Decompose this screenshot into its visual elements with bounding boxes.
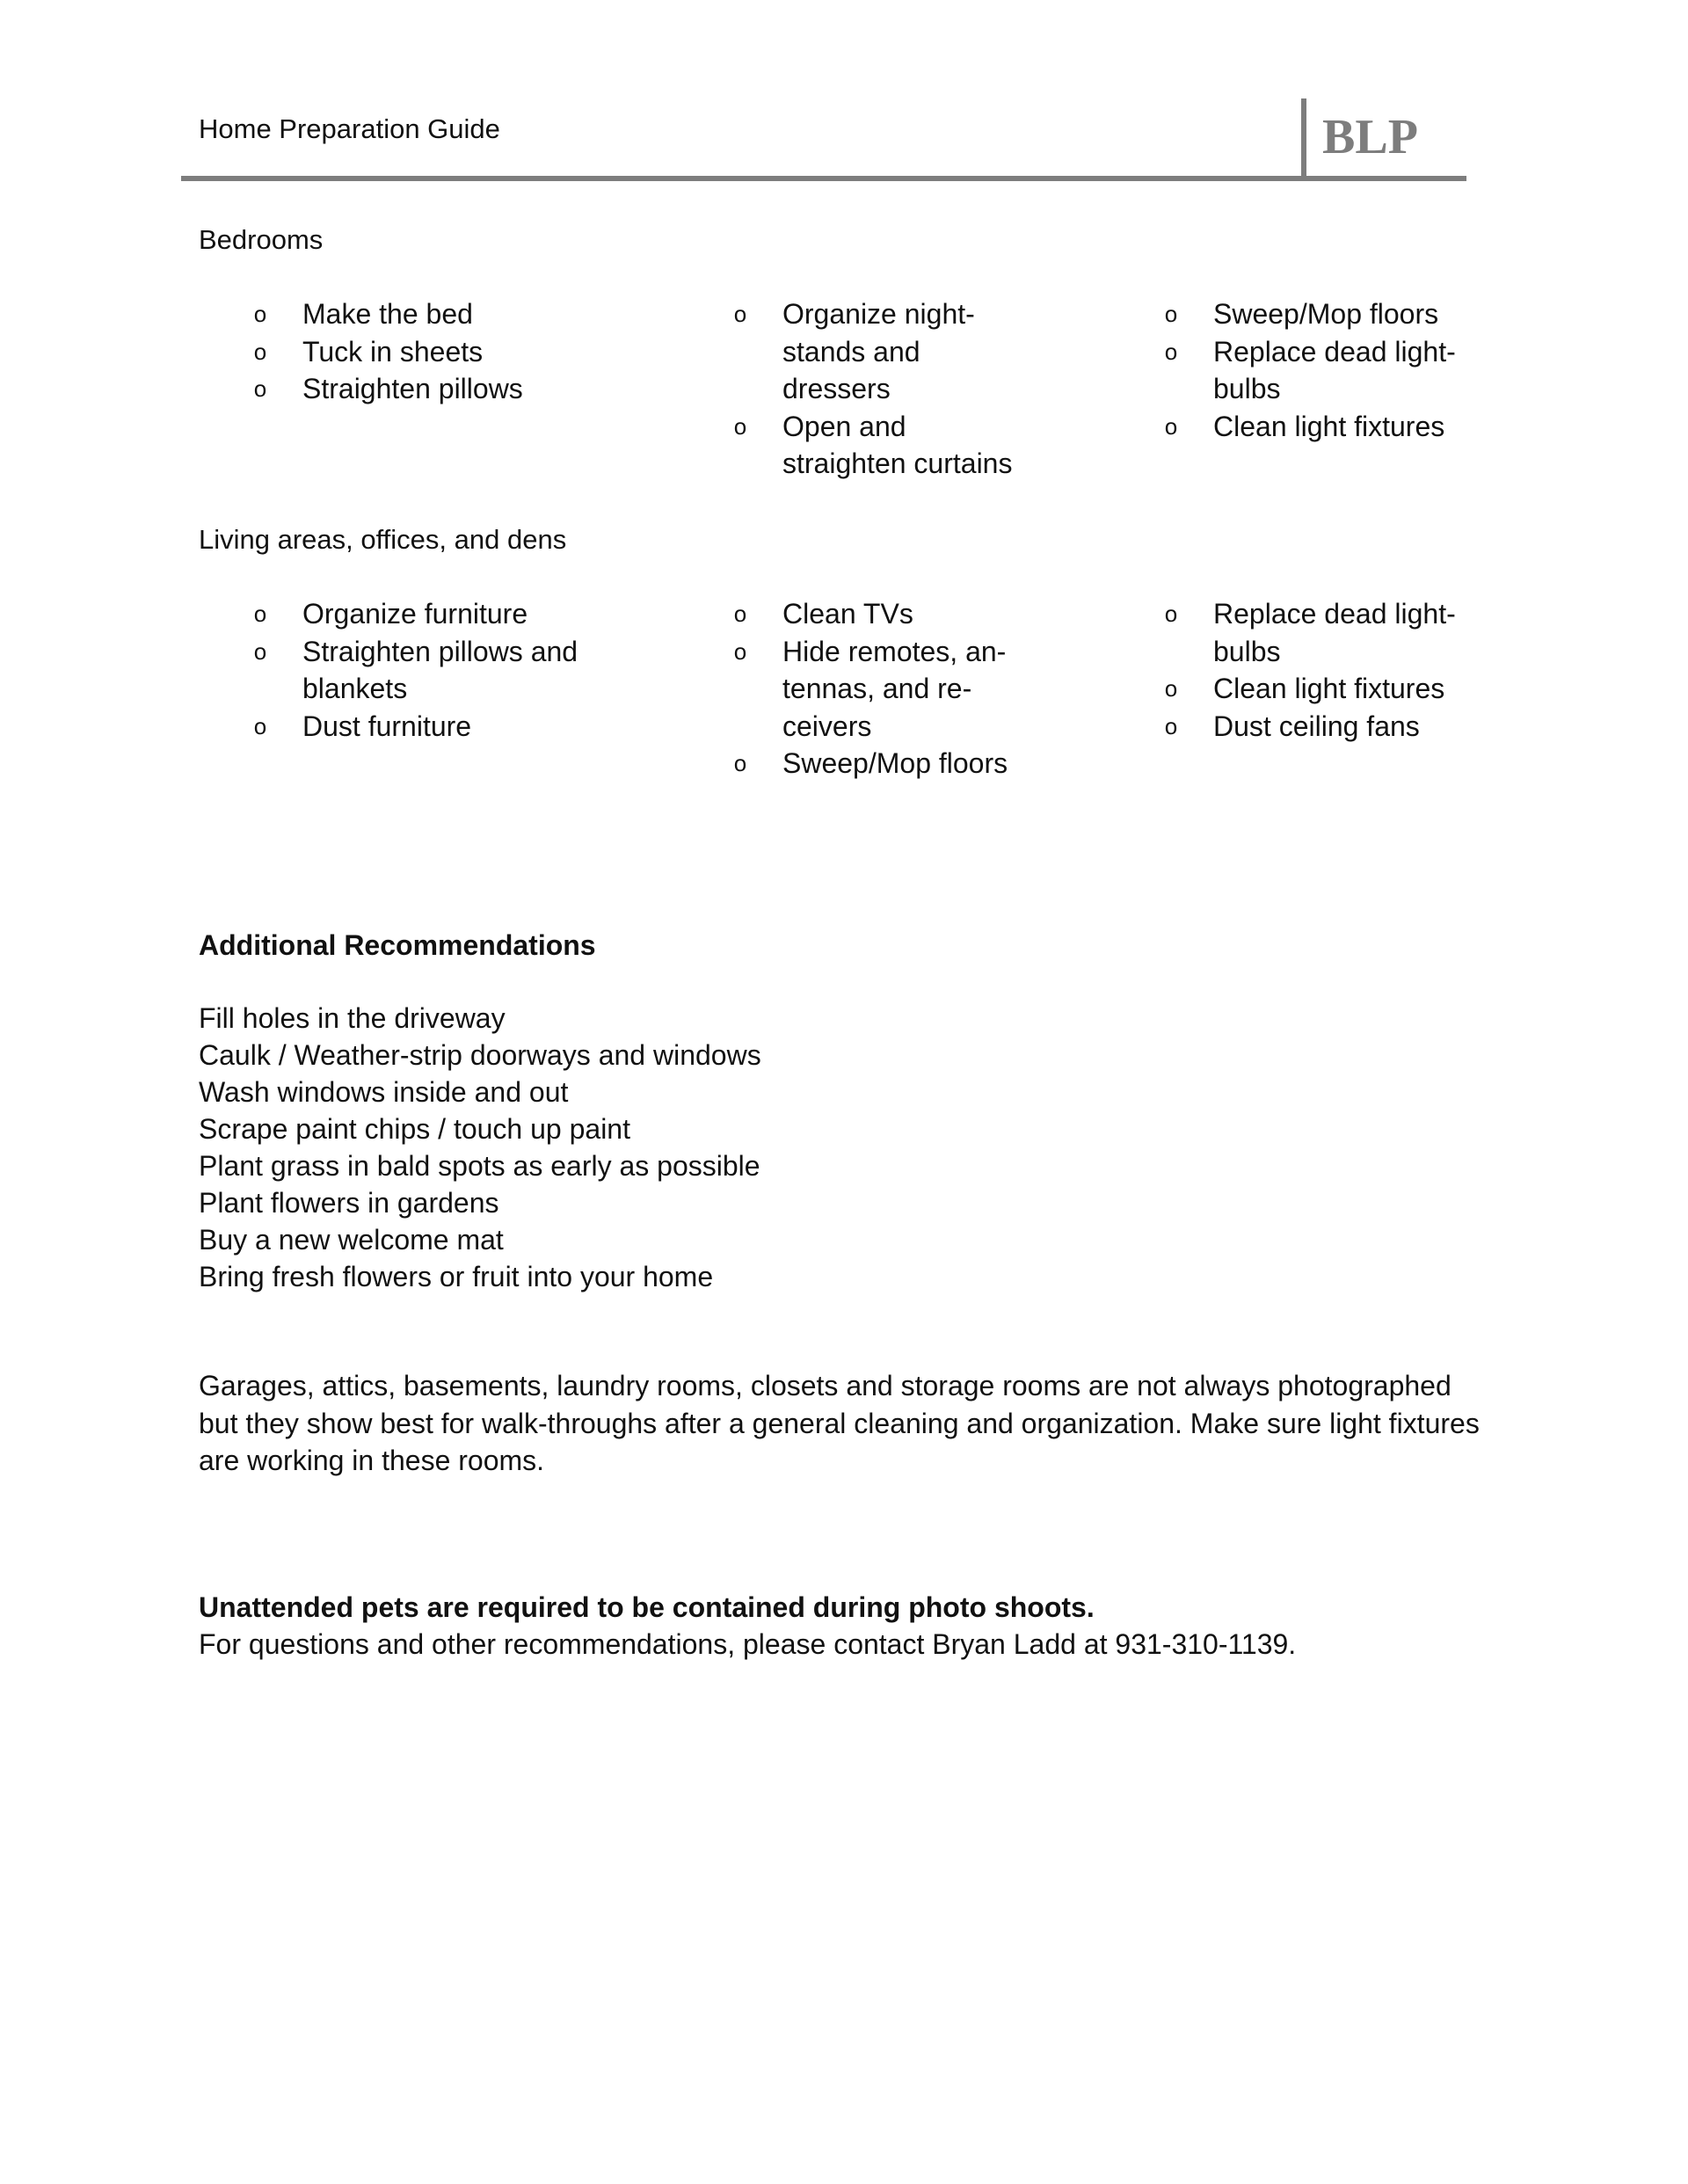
- circle-bullet-icon: o: [253, 601, 267, 627]
- circle-bullet-icon: o: [1164, 712, 1178, 739]
- list-item: o Organize night- stands and dressers: [723, 295, 1092, 408]
- recommendations-list: [199, 1000, 761, 1295]
- list-item: Plant flowers in gardens: [199, 1187, 499, 1219]
- recommendations-heading: Additional Recommendations: [199, 929, 596, 961]
- bedrooms-checklist-col3: [1153, 295, 1488, 445]
- living-checklist-col2: [723, 595, 1092, 783]
- list-item: o Replace dead light- bulbs: [1153, 595, 1488, 670]
- circle-bullet-icon: o: [1164, 412, 1178, 440]
- living-areas-heading: Living areas, offices, and dens: [199, 524, 567, 555]
- living-checklist-col1: [243, 595, 656, 745]
- list-item: o Tuck in sheets: [243, 333, 656, 371]
- list-item: o Dust furniture: [243, 708, 656, 746]
- list-item: o Clean light fixtures: [1153, 408, 1488, 446]
- contact-note: For questions and other recommendations, please contact Bryan Ladd at 931-310-1139.: [199, 1628, 1297, 1660]
- circle-bullet-icon: o: [253, 637, 267, 665]
- circle-bullet-icon: o: [733, 601, 747, 627]
- circle-bullet-icon: o: [733, 750, 747, 776]
- list-item: Buy a new welcome mat: [199, 1224, 504, 1256]
- header-rule: [181, 176, 1466, 181]
- bedrooms-checklist-col2: [723, 295, 1092, 483]
- list-item: o Straighten pillows and blankets: [243, 633, 656, 708]
- circle-bullet-icon: o: [733, 301, 747, 327]
- circle-bullet-icon: o: [733, 412, 747, 440]
- circle-bullet-icon: o: [733, 637, 747, 665]
- list-item: o Organize furniture: [243, 595, 656, 633]
- circle-bullet-icon: o: [1164, 675, 1178, 702]
- list-item: o Sweep/Mop floors: [1153, 295, 1488, 333]
- company-logo: BLP: [1322, 110, 1418, 164]
- bedrooms-checklist-col1: [243, 295, 656, 408]
- list-item: o Make the bed: [243, 295, 656, 333]
- logo-divider: [1301, 98, 1306, 179]
- list-item: Scrape paint chips / touch up paint: [199, 1113, 630, 1145]
- list-item: Bring fresh flowers or fruit into your home: [199, 1261, 714, 1292]
- list-item: o Clean light fixtures: [1153, 670, 1488, 708]
- list-item: o Sweep/Mop floors: [723, 745, 1092, 783]
- circle-bullet-icon: o: [1164, 338, 1178, 365]
- circle-bullet-icon: o: [1164, 601, 1178, 627]
- list-item: o Open and straighten curtains: [723, 408, 1092, 483]
- circle-bullet-icon: o: [253, 375, 267, 402]
- bedrooms-heading: Bedrooms: [199, 224, 324, 255]
- list-item: Wash windows inside and out: [199, 1076, 569, 1108]
- list-item: o Clean TVs: [723, 595, 1092, 633]
- living-checklist-col3: [1153, 595, 1488, 745]
- list-item: Plant grass in bald spots as early as possible: [199, 1150, 760, 1182]
- pets-note: Unattended pets are required to be contained during photo shoots.: [199, 1591, 1095, 1623]
- circle-bullet-icon: o: [253, 301, 267, 327]
- circle-bullet-icon: o: [1164, 301, 1178, 327]
- list-item: Caulk / Weather-strip doorways and windows: [199, 1039, 761, 1071]
- list-item: o Hide remotes, an- tennas, and re- ceivers: [723, 633, 1092, 746]
- document-title: Home Preparation Guide: [199, 113, 500, 144]
- list-item: o Straighten pillows: [243, 370, 656, 408]
- circle-bullet-icon: o: [253, 712, 267, 739]
- garages-paragraph: Garages, attics, basements, laundry rooms, closets and storage rooms are not always photographed but they show best for walk-throughs after a general cleaning and organization. Make sure light fixtures are working in these rooms.: [199, 1370, 1480, 1476]
- list-item: o Replace dead light- bulbs: [1153, 333, 1488, 408]
- list-item: Fill holes in the driveway: [199, 1002, 506, 1034]
- list-item: o Dust ceiling fans: [1153, 708, 1488, 746]
- circle-bullet-icon: o: [253, 338, 267, 365]
